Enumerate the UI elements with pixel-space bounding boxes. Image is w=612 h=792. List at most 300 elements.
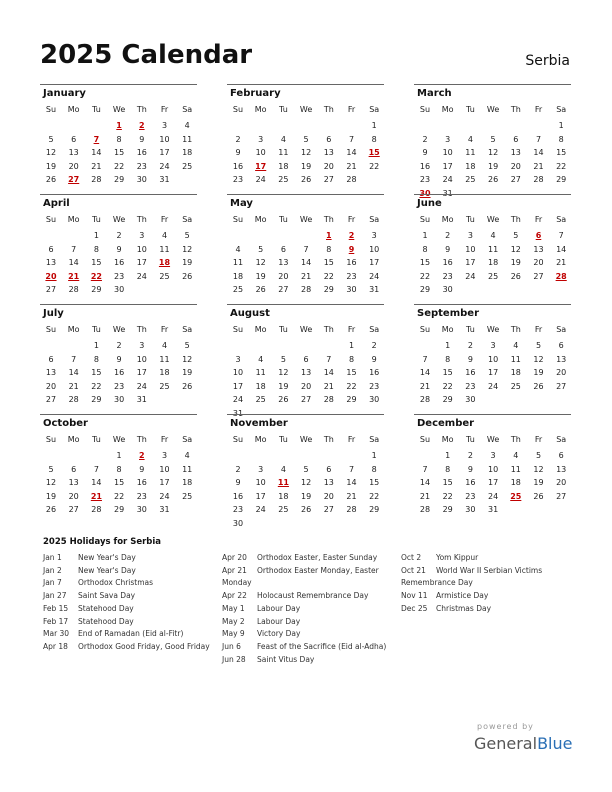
weekday-header: Mo	[254, 325, 267, 334]
month-name: September	[417, 308, 479, 319]
holiday-name: Saint Vitus Day	[257, 654, 315, 664]
calendar-day: 17	[136, 258, 147, 267]
calendar-day: 29	[91, 395, 102, 404]
calendar-day: 5	[513, 231, 519, 240]
calendar-day: 30	[136, 175, 147, 184]
weekday-header: Th	[510, 325, 521, 334]
calendar-day: 2	[235, 464, 241, 474]
weekday-header: Th	[510, 215, 521, 224]
calendar-day: 8	[116, 134, 122, 144]
calendar-day: 11	[159, 354, 170, 364]
calendar-day: 29	[91, 285, 102, 294]
holiday-date-label: Jun 28	[222, 654, 246, 664]
holiday-item	[222, 590, 392, 603]
month-divider	[227, 84, 384, 85]
calendar-day: 5	[280, 354, 286, 364]
calendar-day: 30	[136, 505, 147, 514]
holiday-date: 7	[93, 134, 100, 144]
calendar-day: 11	[510, 354, 521, 364]
generalblue-logo[interactable]	[474, 734, 572, 753]
calendar-day: 15	[91, 258, 102, 267]
holiday-item	[43, 603, 213, 616]
calendar-day: 5	[184, 231, 190, 240]
calendar-day: 25	[159, 271, 170, 281]
calendar-day: 30	[114, 285, 125, 294]
holiday-name: Saint Sava Day	[78, 591, 136, 601]
month-name: December	[417, 418, 475, 429]
calendar-day: 11	[255, 368, 266, 377]
calendar-day: 26	[488, 175, 499, 184]
calendar-day: 20	[68, 161, 79, 171]
holiday-name: Labour Day	[257, 616, 301, 626]
calendar-day: 15	[346, 368, 357, 377]
holiday-date: 1	[326, 231, 332, 240]
calendar-day: 3	[139, 341, 145, 350]
weekday-header: Fr	[534, 435, 543, 444]
calendar-day: 9	[467, 464, 473, 474]
holiday-item	[43, 628, 213, 641]
calendar-day: 24	[255, 175, 266, 184]
calendar-day: 24	[136, 271, 147, 281]
holiday-item	[43, 590, 213, 603]
calendar-day: 29	[419, 285, 431, 294]
calendar-day: 30	[114, 395, 125, 404]
holiday-date: 1	[116, 121, 122, 130]
calendar-day: 9	[116, 354, 122, 364]
weekday-header: Sa	[369, 325, 380, 334]
calendar-day: 19	[510, 258, 521, 267]
weekday-header: Mo	[67, 435, 80, 444]
weekday-header: Sa	[369, 215, 380, 224]
weekday-header: Tu	[279, 435, 288, 444]
calendar-day: 3	[258, 464, 264, 474]
holiday-date: 2	[139, 451, 145, 460]
weekday-header: We	[299, 325, 313, 334]
calendar-day: 11	[465, 148, 476, 157]
calendar-day: 20	[556, 368, 567, 377]
holiday-name: Yom Kippur	[436, 553, 479, 562]
month-divider	[414, 304, 571, 305]
weekday-header: Sa	[556, 325, 567, 334]
holiday-item	[401, 565, 566, 590]
calendar-day: 7	[326, 354, 332, 364]
calendar-day: 18	[278, 161, 289, 171]
calendar-day: 10	[465, 244, 476, 254]
holiday-item	[401, 603, 566, 616]
month-july	[40, 304, 197, 414]
calendar-day: 16	[419, 161, 431, 171]
weekday-header: Sa	[556, 105, 567, 114]
calendar-day: 19	[45, 491, 57, 501]
calendar-day: 28	[533, 175, 544, 184]
calendar-day: 21	[346, 491, 357, 501]
calendar-day: 11	[159, 244, 170, 254]
month-divider	[40, 414, 197, 415]
holiday-date-label: Dec 25	[401, 603, 428, 613]
calendar-day: 20	[301, 381, 312, 391]
calendar-day: 12	[278, 368, 289, 377]
calendar-day: 6	[558, 341, 564, 350]
holiday-name: End of Ramadan (Eid al-Fitr)	[78, 629, 184, 639]
calendar-day: 24	[159, 161, 170, 171]
month-september	[414, 304, 571, 414]
calendar-day: 13	[45, 258, 57, 267]
calendar-day: 25	[255, 395, 266, 404]
weekday-header: Tu	[92, 435, 101, 444]
calendar-day: 4	[280, 134, 286, 144]
calendar-day: 16	[346, 258, 357, 267]
holiday-date: 2	[139, 121, 145, 130]
calendar-day: 22	[369, 161, 380, 171]
holiday-date: 11	[277, 478, 289, 487]
holiday-name: World War II Serbian Victims Remembrance Day	[401, 565, 543, 588]
holiday-item	[222, 616, 392, 629]
calendar-day: 9	[371, 354, 377, 364]
calendar-day: 29	[369, 505, 380, 514]
holiday-name: Feast of the Sacrifice (Eid al-Adha)	[257, 641, 387, 651]
calendar-day: 12	[510, 244, 521, 254]
calendar-day: 15	[556, 148, 567, 157]
calendar-day: 21	[346, 161, 357, 171]
calendar-day: 2	[467, 341, 473, 350]
weekday-header: Tu	[466, 325, 475, 334]
calendar-day: 24	[159, 491, 170, 501]
holiday-date-label: Oct 2	[401, 553, 422, 562]
calendar-day: 4	[184, 121, 190, 130]
calendar-day: 8	[445, 354, 451, 364]
month-divider	[227, 194, 384, 195]
holiday-name: Christmas Day	[436, 603, 492, 613]
calendar-day: 8	[371, 464, 377, 474]
calendar-day: 15	[323, 258, 334, 267]
calendar-day: 11	[510, 464, 521, 474]
calendar-day: 14	[91, 148, 102, 157]
calendar-day: 4	[490, 231, 496, 240]
weekday-header: Sa	[369, 435, 380, 444]
calendar-day: 6	[513, 134, 519, 144]
holiday-date: 25	[510, 491, 522, 501]
calendar-day: 20	[556, 478, 567, 487]
weekday-header: Sa	[182, 435, 193, 444]
calendar-day: 27	[556, 491, 567, 501]
month-name: July	[43, 308, 64, 319]
calendar-day: 7	[422, 464, 428, 474]
calendar-day: 1	[445, 341, 451, 350]
month-march	[414, 84, 571, 198]
calendar-day: 17	[465, 258, 476, 267]
calendar-day: 22	[419, 271, 431, 281]
holidays-heading: 2025 Holidays for Serbia	[43, 537, 162, 547]
calendar-day: 27	[45, 395, 57, 404]
weekday-header: Su	[232, 105, 244, 114]
calendar-day: 20	[323, 491, 334, 501]
calendar-day: 19	[301, 161, 312, 171]
calendar-day: 20	[510, 161, 521, 171]
calendar-day: 27	[68, 505, 79, 514]
calendar-day: 3	[490, 451, 496, 460]
weekday-header: Th	[323, 105, 334, 114]
calendar-day: 4	[513, 451, 519, 460]
month-june	[414, 194, 571, 304]
calendar-day: 4	[467, 134, 473, 144]
calendar-day: 7	[422, 354, 428, 364]
calendar-day: 18	[159, 368, 170, 377]
calendar-day: 29	[114, 175, 125, 184]
calendar-day: 6	[326, 464, 332, 474]
calendar-day: 9	[116, 244, 122, 254]
calendar-day: 13	[323, 148, 334, 157]
holiday-column-2	[222, 552, 392, 666]
calendar-day: 12	[182, 244, 193, 254]
calendar-day: 1	[445, 451, 451, 460]
calendar-day: 14	[91, 478, 102, 487]
calendar-day: 7	[93, 464, 99, 474]
calendar-day: 2	[235, 134, 241, 144]
month-divider	[40, 194, 197, 195]
calendar-day: 18	[488, 258, 499, 267]
holiday-date-label: Nov 11	[401, 591, 428, 601]
calendar-day: 31	[232, 408, 244, 418]
calendar-day: 5	[184, 341, 190, 350]
month-divider	[227, 304, 384, 305]
calendar-day: 26	[182, 381, 193, 391]
calendar-day: 22	[323, 271, 334, 281]
calendar-day: 9	[235, 148, 241, 157]
calendar-day: 28	[419, 395, 431, 404]
calendar-day: 29	[346, 395, 357, 404]
holiday-date-label: Apr 20	[222, 553, 247, 562]
holiday-name: New Year's Day	[78, 565, 136, 575]
calendar-day: 7	[71, 244, 77, 254]
month-october	[40, 414, 197, 524]
calendar-day: 12	[533, 464, 544, 474]
month-divider	[414, 194, 571, 195]
calendar-day: 3	[161, 451, 168, 460]
calendar-day: 13	[68, 478, 79, 487]
calendar-day: 8	[422, 244, 428, 254]
calendar-day: 23	[369, 381, 380, 391]
holiday-date: 20	[45, 271, 57, 281]
calendar-day: 18	[232, 271, 244, 281]
calendar-day: 8	[116, 464, 122, 474]
weekday-header: Mo	[441, 215, 454, 224]
calendar-day: 24	[255, 505, 266, 514]
calendar-day: 28	[68, 395, 79, 404]
calendar-day: 21	[68, 381, 79, 391]
month-august	[227, 304, 384, 418]
holiday-date-label: May 1	[222, 603, 245, 613]
holiday-column-1	[43, 552, 213, 654]
calendar-day: 10	[159, 134, 170, 144]
calendar-day: 7	[558, 231, 564, 240]
calendar-day: 31	[369, 285, 380, 294]
weekday-header: Mo	[67, 105, 80, 114]
calendar-day: 5	[303, 464, 309, 474]
calendar-day: 14	[68, 368, 79, 377]
holiday-item	[222, 628, 392, 641]
weekday-header: Mo	[254, 215, 267, 224]
weekday-header: Su	[232, 325, 244, 334]
calendar-day: 29	[556, 175, 567, 184]
weekday-header: Fr	[347, 105, 356, 114]
calendar-day: 1	[371, 121, 377, 130]
weekday-header: Fr	[534, 105, 543, 114]
holiday-date: 17	[255, 161, 267, 171]
calendar-day: 21	[323, 381, 334, 391]
weekday-header: Tu	[466, 105, 475, 114]
weekday-header: Tu	[466, 435, 475, 444]
calendar-day: 16	[369, 368, 380, 377]
calendar-day: 3	[258, 134, 264, 144]
calendar-day: 23	[465, 381, 476, 391]
calendar-day: 6	[71, 134, 77, 144]
weekday-header: Su	[419, 325, 431, 334]
calendar-day: 24	[488, 491, 499, 501]
holiday-date-label: Jun 6	[222, 641, 241, 651]
calendar-day: 16	[442, 258, 453, 267]
calendar-day: 8	[445, 464, 451, 474]
calendar-day: 2	[116, 341, 122, 350]
calendar-day: 4	[161, 341, 168, 350]
calendar-day: 28	[419, 505, 431, 514]
month-february	[227, 84, 384, 194]
calendar-day: 30	[465, 505, 476, 514]
holiday-date: 15	[368, 148, 380, 157]
holiday-date: 21	[68, 271, 80, 281]
calendar-day: 14	[419, 368, 431, 377]
calendar-day: 27	[301, 395, 312, 404]
calendar-day: 28	[323, 395, 334, 404]
calendar-day: 6	[326, 134, 332, 144]
holiday-date-label: Apr 18	[43, 641, 68, 651]
calendar-day: 24	[369, 271, 380, 281]
weekday-header: Su	[419, 105, 431, 114]
calendar-day: 31	[442, 188, 453, 198]
holiday-date-label: Apr 21	[222, 565, 247, 575]
calendar-day: 15	[91, 368, 102, 377]
calendar-day: 16	[232, 491, 244, 501]
calendar-day: 19	[533, 478, 544, 487]
month-divider	[227, 414, 384, 415]
calendar-day: 24	[488, 381, 499, 391]
calendar-day: 9	[467, 354, 473, 364]
country-label: Serbia	[525, 53, 570, 69]
calendar-day: 29	[442, 505, 453, 514]
calendar-day: 25	[488, 271, 499, 281]
holiday-name: Labour Day	[257, 603, 301, 613]
calendar-day: 15	[369, 478, 380, 487]
calendar-day: 3	[445, 134, 451, 144]
calendar-day: 13	[533, 244, 544, 254]
calendar-day: 21	[419, 381, 431, 391]
calendar-day: 23	[136, 161, 147, 171]
weekday-header: We	[299, 215, 313, 224]
calendar-day: 1	[558, 121, 564, 130]
calendar-day: 5	[303, 134, 309, 144]
calendar-day: 10	[136, 244, 147, 254]
calendar-day: 21	[419, 491, 431, 501]
calendar-day: 5	[535, 341, 542, 350]
month-name: March	[417, 88, 452, 99]
calendar-day: 21	[301, 271, 312, 281]
calendar-day: 17	[488, 478, 499, 487]
calendar-day: 22	[346, 381, 357, 391]
calendar-day: 22	[91, 381, 102, 391]
calendar-day: 17	[488, 368, 499, 377]
page-title: 2025 Calendar	[40, 40, 253, 70]
calendar-day: 4	[280, 464, 286, 474]
calendar-day: 18	[465, 161, 476, 171]
holiday-name: Statehood Day	[78, 616, 134, 626]
calendar-day: 23	[442, 271, 453, 281]
calendar-day: 28	[346, 175, 357, 184]
calendar-day: 17	[442, 161, 453, 171]
calendar-day: 20	[68, 491, 79, 501]
weekday-header: Su	[45, 325, 57, 334]
calendar-day: 16	[232, 161, 244, 171]
calendar-day: 26	[533, 491, 544, 501]
holiday-date-label: Jan 7	[43, 578, 62, 588]
calendar-day: 1	[422, 231, 428, 240]
month-divider	[40, 84, 197, 85]
calendar-day: 21	[533, 161, 544, 171]
calendar-day: 9	[445, 244, 451, 254]
calendar-day: 3	[490, 341, 496, 350]
calendar-day: 7	[303, 244, 309, 254]
weekday-header: Sa	[369, 105, 380, 114]
calendar-day: 10	[159, 464, 170, 474]
holiday-date: 21	[90, 491, 102, 501]
calendar-day: 2	[467, 451, 473, 460]
calendar-day: 8	[348, 354, 355, 364]
holiday-name: New Year's Day	[78, 553, 136, 562]
calendar-day: 3	[467, 231, 473, 240]
calendar-day: 24	[465, 271, 476, 281]
calendar-day: 14	[323, 368, 334, 377]
holiday-date: 28	[555, 271, 567, 281]
month-name: October	[43, 418, 88, 429]
calendar-day: 12	[301, 148, 312, 157]
calendar-day: 17	[136, 368, 147, 377]
calendar-day: 29	[323, 285, 334, 294]
calendar-day: 12	[45, 478, 57, 487]
calendar-day: 18	[278, 491, 289, 501]
calendar-day: 29	[442, 395, 453, 404]
calendar-day: 13	[45, 368, 57, 377]
weekday-header: We	[486, 325, 500, 334]
holiday-date-label: Apr 22	[222, 591, 247, 601]
weekday-header: Su	[45, 435, 57, 444]
holiday-date: 27	[68, 175, 80, 184]
weekday-header: Tu	[92, 105, 101, 114]
calendar-day: 15	[442, 478, 453, 487]
calendar-day: 18	[510, 478, 521, 487]
calendar-day: 21	[91, 161, 102, 171]
weekday-header: Fr	[160, 435, 169, 444]
calendar-day: 1	[93, 341, 99, 350]
calendar-day: 7	[71, 354, 77, 364]
holiday-item	[401, 552, 566, 565]
calendar-day: 1	[371, 451, 377, 460]
weekday-header: Tu	[466, 215, 475, 224]
calendar-day: 20	[278, 271, 289, 281]
calendar-day: 19	[182, 258, 193, 267]
calendar-day: 11	[232, 258, 244, 267]
calendar-day: 17	[369, 258, 380, 267]
weekday-header: We	[112, 215, 126, 224]
calendar-day: 7	[348, 464, 355, 474]
weekday-header: Mo	[441, 325, 454, 334]
